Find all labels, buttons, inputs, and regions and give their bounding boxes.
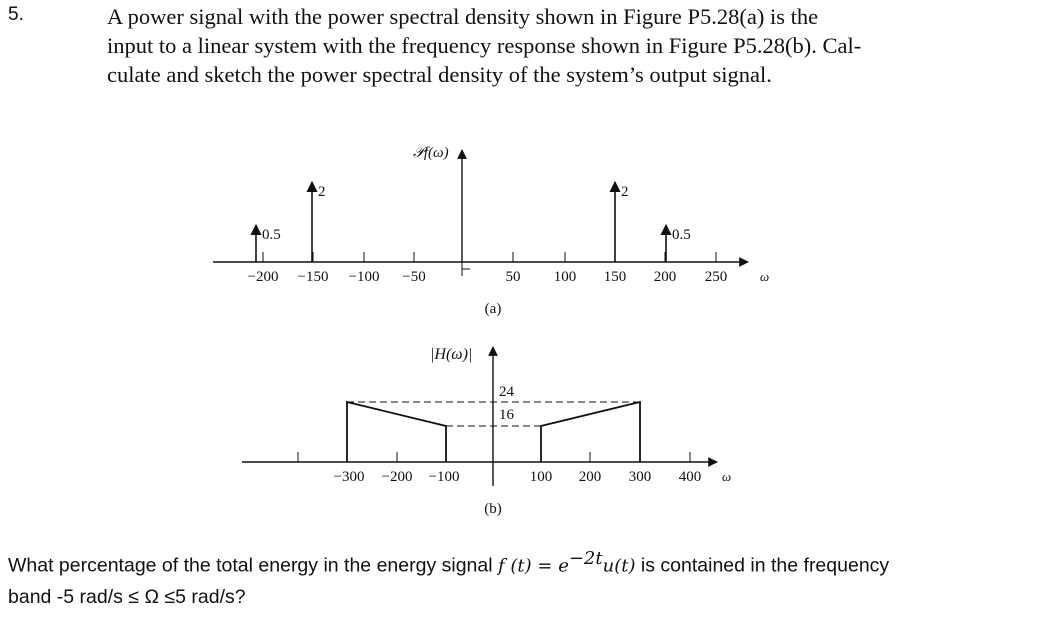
tick-label: −100 — [348, 269, 380, 285]
tick-label: −150 — [297, 269, 329, 285]
impulse-label: 2 — [621, 184, 629, 200]
question-text-after: is contained in the frequency — [635, 554, 890, 577]
tick-label: 400 — [678, 469, 702, 485]
tick-label: −100 — [428, 469, 460, 485]
expression-step: u(t) — [602, 555, 636, 577]
equals-sign: = — [531, 555, 559, 577]
tick-label: 300 — [628, 469, 652, 485]
level-label: 24 — [499, 384, 514, 400]
tick-label: −300 — [333, 469, 365, 485]
y-axis-label: 𝒫f(ω) — [413, 145, 449, 161]
function-name: f (t) — [497, 555, 532, 577]
tick-label: −200 — [247, 269, 279, 285]
level-label: 16 — [499, 407, 514, 423]
tick-label: 250 — [704, 269, 728, 285]
question-text — [8, 544, 1048, 612]
question-line-2: band -5 rad/s ≤ Ω ≤5 rad/s? — [8, 585, 246, 608]
expression-base: e — [558, 555, 569, 577]
tick-label: −200 — [381, 469, 413, 485]
problem-line: input to a linear system with the frequency response shown in Figure P5.28(b). Cal- — [107, 33, 862, 58]
question-number: 5. — [8, 4, 24, 25]
expression-exponent: −2t — [568, 548, 603, 569]
tick-label: 100 — [553, 269, 577, 285]
tick-label: −50 — [402, 269, 426, 285]
problem-line: culate and sketch the power spectral density of the system’s output signal. — [107, 62, 772, 87]
impulse-label: 2 — [318, 184, 326, 200]
tick-label: 100 — [529, 469, 553, 485]
figure-b — [242, 346, 731, 517]
question-text-before: What percentage of the total energy in the energy signal — [8, 554, 498, 577]
tick-label: 50 — [505, 269, 521, 285]
tick-label: 150 — [603, 269, 627, 285]
problem-line: A power signal with the power spectral density shown in Figure P5.28(a) is the — [107, 4, 819, 29]
impulse-label: 0.5 — [672, 227, 691, 243]
impulse-label: 0.5 — [262, 227, 281, 243]
axis-label-omega: ω — [760, 269, 770, 284]
axis-label-omega: ω — [722, 469, 732, 484]
y-axis-label: |H(ω)| — [430, 346, 473, 363]
question-line-1 — [8, 544, 1048, 582]
tick-label: 200 — [653, 269, 677, 285]
figure-a — [213, 145, 769, 317]
tick-label: 200 — [578, 469, 602, 485]
figure-caption: (b) — [484, 501, 502, 517]
figure-caption: (a) — [484, 301, 502, 317]
